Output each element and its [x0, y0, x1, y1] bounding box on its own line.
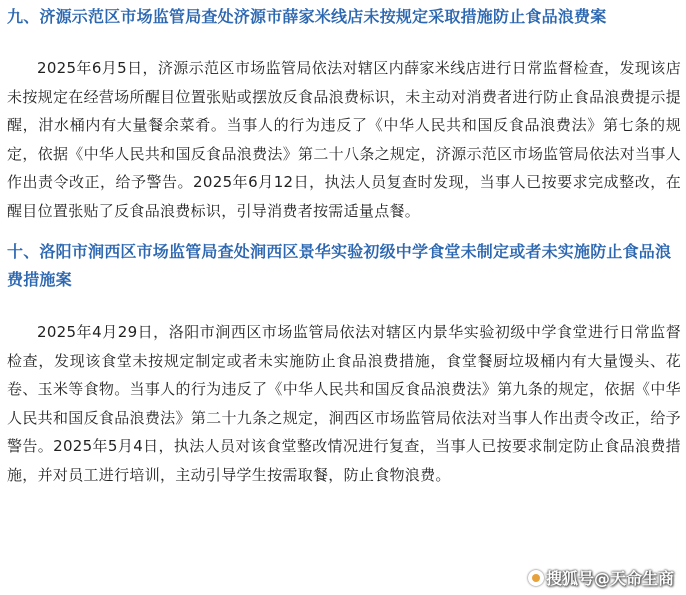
sohu-logo-icon [528, 570, 544, 586]
section-paragraph-10: 2025年4月29日，洛阳市涧西区市场监管局依法对辖区内景华实验初级中学食堂进行日常监督检查，发现该食堂未按规定制定或者未实施防止食品浪费措施，食堂餐厨垃圾桶内有大量馒头、花卷、玉米等食物。当事人的行为违反了《中华人民共和国反食品浪费法》第九条的规定，依据《中华人民共和国反食品浪费法》第二十九条之规定，涧西区市场监管局依法对当事人作出责令改正，给予警告。2025年5月4日，执法人员对该食堂整改情况进行复查，当事人已按要求制定防止食品浪费措施，并对员工进行培训，主动引导学生按需取餐，防止食物浪费。 [7, 323, 681, 484]
article-body [7, 0, 681, 489]
section-heading-9: 九、济源示范区市场监管局查处济源市薛家米线店未按规定采取措施防止食品浪费案 [7, 7, 607, 26]
section-heading-10: 十、洛阳市涧西区市场监管局查处涧西区景华实验初级中学食堂未制定或者未实施防止食品浪费措施案 [7, 242, 672, 289]
section-paragraph-9: 2025年6月5日，济源示范区市场监管局依法对辖区内薛家米线店进行日常监督检查，发现该店未按规定在经营场所醒目位置张贴或摆放反食品浪费标识，未主动对消费者进行防止食品浪费提示提醒，泔水桶内有大量餐余菜肴。当事人的行为违反了《中华人民共和国反食品浪费法》第七条的规定，依据《中华人民共和国反食品浪费法》第二十八条之规定，济源示范区市场监管局依法对当事人作出责令改正，给予警告。2025年6月12日，执法人员复查时发现，当事人已按要求完成整改，在醒目位置张贴了反食品浪费标识，引导消费者按需适量点餐。 [7, 59, 681, 220]
sohu-watermark [528, 566, 674, 589]
watermark-text: 搜狐号@天命生商 [545, 569, 674, 588]
